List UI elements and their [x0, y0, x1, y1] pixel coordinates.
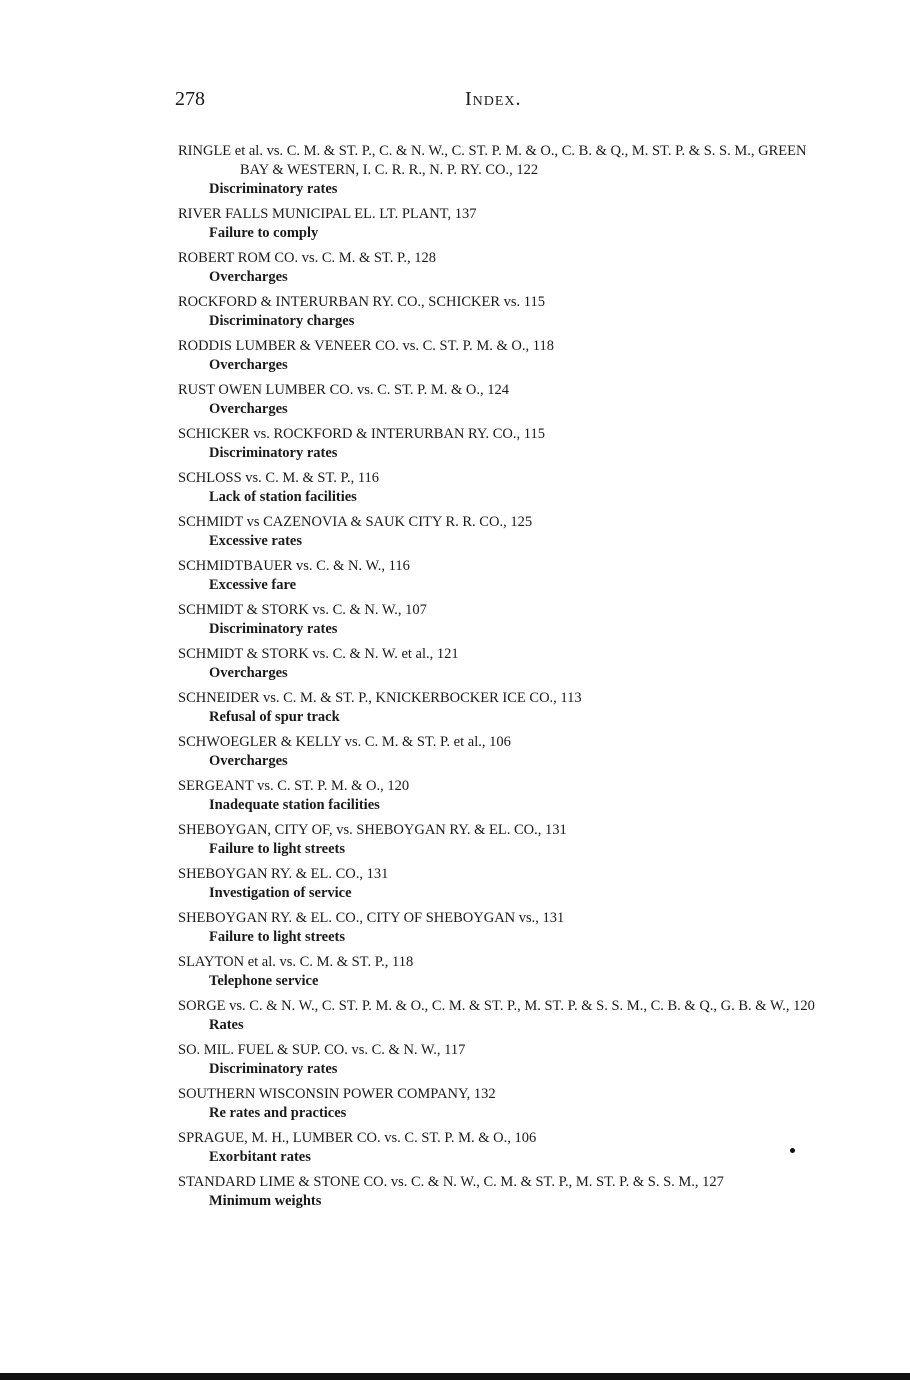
entry-heading-text: SO. MIL. FUEL & SUP. CO. vs. C. & N. W., 117 [178, 1042, 466, 1058]
page-header [175, 88, 835, 114]
entry-heading [178, 777, 838, 796]
entry-heading-text: SCHICKER vs. ROCKFORD & INTERURBAN RY. CO., 115 [178, 426, 545, 442]
entry-subject: Overcharges [209, 753, 288, 769]
entry-heading [178, 909, 838, 928]
entry-subject: Telephone service [209, 973, 319, 989]
entry-heading-text: RODDIS LUMBER & VENEER CO. vs. C. ST. P. M. & O., 118 [178, 338, 554, 354]
index-entry [178, 381, 838, 419]
index-entry [178, 425, 838, 463]
entry-heading-text: SERGEANT vs. C. ST. P. M. & O., 120 [178, 778, 410, 794]
index-entry [178, 1085, 838, 1123]
entry-subject: Investigation of service [209, 885, 352, 901]
entry-heading [178, 601, 838, 620]
entry-heading [178, 142, 838, 180]
entry-heading-text: SHEBOYGAN RY. & EL. CO., CITY OF SHEBOYGAN vs., 131 [178, 910, 565, 926]
index-entry [178, 821, 838, 859]
scan-speck [790, 1148, 795, 1153]
entry-subject: Discriminatory rates [209, 445, 338, 461]
index-entry [178, 909, 838, 947]
page-number: 278 [175, 88, 205, 110]
entry-subject: Discriminatory rates [209, 1061, 338, 1077]
entry-heading [178, 997, 838, 1016]
index-entry [178, 205, 838, 243]
entry-heading-text: SORGE vs. C. & N. W., C. ST. P. M. & O., C. M. & ST. P., M. ST. P. & S. S. M., C. B. & Q., G. B. & W., 120 [178, 998, 815, 1014]
entry-subject: Discriminatory charges [209, 313, 355, 329]
entry-subject: Discriminatory rates [209, 181, 338, 197]
entry-subject: Minimum weights [209, 1193, 322, 1209]
entry-subject: Overcharges [209, 401, 288, 417]
entry-heading [178, 337, 838, 356]
entry-subject: Overcharges [209, 357, 288, 373]
entry-heading-text: SPRAGUE, M. H., LUMBER CO. vs. C. ST. P. M. & O., 106 [178, 1130, 537, 1146]
entry-heading [178, 293, 838, 312]
entry-heading-text: STANDARD LIME & STONE CO. vs. C. & N. W., C. M. & ST. P., M. ST. P. & S. S. M., 127 [178, 1174, 724, 1190]
entry-subject: Failure to light streets [209, 929, 345, 945]
entry-heading [178, 953, 838, 972]
entry-subject: Exorbitant rates [209, 1149, 311, 1165]
entry-heading-text: RINGLE et al. vs. C. M. & ST. P., C. & N. W., C. ST. P. M. & O., C. B. & Q., M. ST. P. & S. S. M., GREEN BAY & WESTERN, I. C. R. R., N. P. RY. CO., 122 [178, 143, 807, 178]
entry-heading-text: RIVER FALLS MUNICIPAL EL. LT. PLANT, 137 [178, 206, 477, 222]
index-entry [178, 293, 838, 331]
entry-heading-text: ROBERT ROM CO. vs. C. M. & ST. P., 128 [178, 250, 437, 266]
index-entry [178, 249, 838, 287]
entry-subject: Discriminatory rates [209, 621, 338, 637]
index-entry [178, 1129, 838, 1167]
entry-heading-text: SCHLOSS vs. C. M. & ST. P., 116 [178, 470, 380, 486]
entry-heading [178, 381, 838, 400]
index-entry [178, 601, 838, 639]
index-entry [178, 953, 838, 991]
entry-subject: Excessive rates [209, 533, 303, 549]
entry-subject: Re rates and practices [209, 1105, 347, 1121]
entry-heading-text: RUST OWEN LUMBER CO. vs. C. ST. P. M. & O., 124 [178, 382, 509, 398]
entry-heading-text: SCHMIDT & STORK vs. C. & N. W., 107 [178, 602, 427, 618]
entry-heading [178, 733, 838, 752]
entry-heading-text: SOUTHERN WISCONSIN POWER COMPANY, 132 [178, 1086, 496, 1102]
index-entry [178, 865, 838, 903]
index-entry [178, 513, 838, 551]
entry-heading [178, 645, 838, 664]
page-title: Index. [465, 88, 522, 110]
entry-subject: Failure to comply [209, 225, 319, 241]
index-entry [178, 337, 838, 375]
index-entry [178, 1041, 838, 1079]
entry-subject: Overcharges [209, 269, 288, 285]
index-entry [178, 733, 838, 771]
entry-heading [178, 821, 838, 840]
index-entries [178, 142, 838, 1217]
entry-subject: Lack of station facilities [209, 489, 357, 505]
index-entry [178, 557, 838, 595]
entry-subject: Refusal of spur track [209, 709, 340, 725]
entry-heading [178, 205, 838, 224]
entry-heading-text: SHEBOYGAN, CITY OF, vs. SHEBOYGAN RY. & EL. CO., 131 [178, 822, 567, 838]
index-entry [178, 469, 838, 507]
entry-heading-text: SHEBOYGAN RY. & EL. CO., 131 [178, 866, 389, 882]
entry-heading [178, 513, 838, 532]
entry-heading-text: SCHWOEGLER & KELLY vs. C. M. & ST. P. et al., 106 [178, 734, 511, 750]
index-entry [178, 1173, 838, 1211]
entry-heading-text: SCHMIDTBAUER vs. C. & N. W., 116 [178, 558, 410, 574]
entry-heading [178, 1173, 838, 1192]
entry-heading [178, 1129, 838, 1148]
entry-heading [178, 469, 838, 488]
index-entry [178, 689, 838, 727]
entry-subject: Rates [209, 1017, 244, 1033]
entry-heading [178, 689, 838, 708]
entry-heading [178, 1085, 838, 1104]
entry-heading-text: SCHMIDT & STORK vs. C. & N. W. et al., 121 [178, 646, 459, 662]
entry-subject: Inadequate station facilities [209, 797, 380, 813]
entry-heading [178, 557, 838, 576]
entry-subject: Overcharges [209, 665, 288, 681]
index-entry [178, 777, 838, 815]
entry-heading [178, 425, 838, 444]
entry-heading-text: SCHNEIDER vs. C. M. & ST. P., KNICKERBOCKER ICE CO., 113 [178, 690, 582, 706]
entry-heading-text: SCHMIDT vs CAZENOVIA & SAUK CITY R. R. CO., 125 [178, 514, 533, 530]
index-entry [178, 645, 838, 683]
entry-heading [178, 249, 838, 268]
entry-heading-text: ROCKFORD & INTERURBAN RY. CO., SCHICKER vs. 115 [178, 294, 545, 310]
entry-subject: Excessive fare [209, 577, 297, 593]
entry-subject: Failure to light streets [209, 841, 345, 857]
entry-heading [178, 865, 838, 884]
index-entry [178, 142, 838, 199]
scan-bottom-edge [0, 1373, 910, 1380]
entry-heading-text: SLAYTON et al. vs. C. M. & ST. P., 118 [178, 954, 414, 970]
index-entry [178, 997, 838, 1035]
entry-heading [178, 1041, 838, 1060]
